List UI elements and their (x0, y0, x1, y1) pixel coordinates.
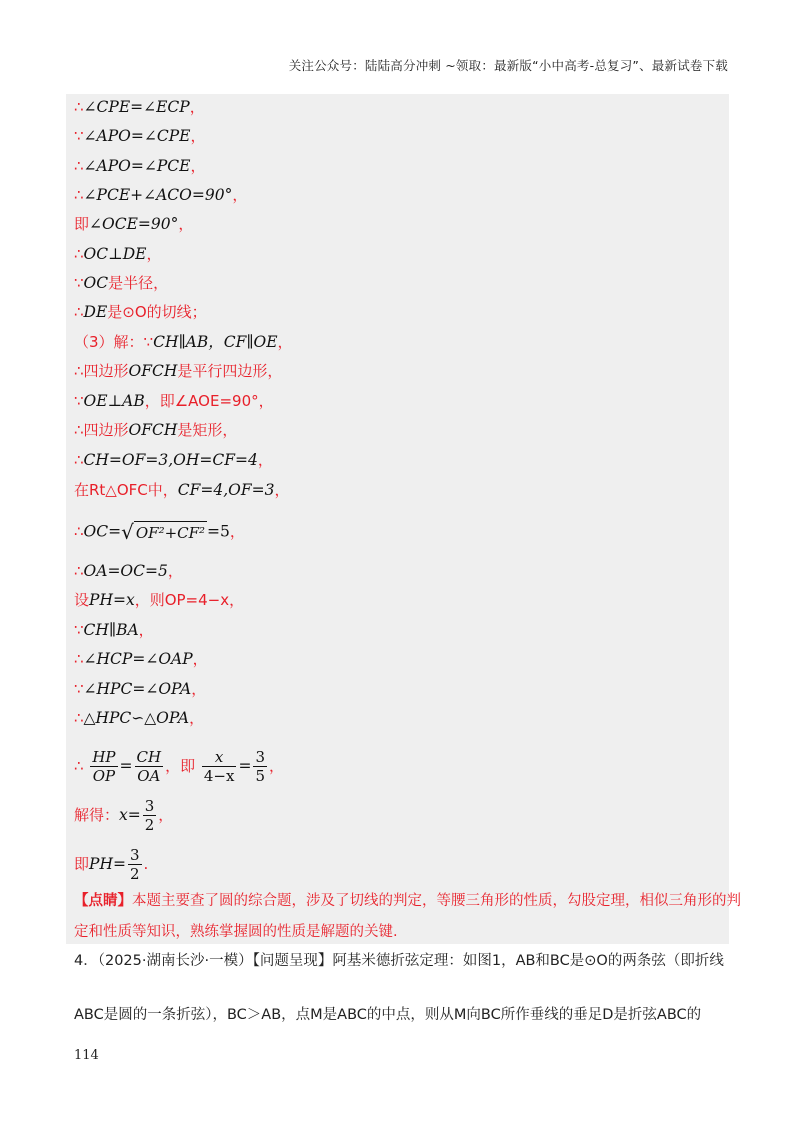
line-prefix: ∴ (74, 757, 84, 775)
fraction-3-2 (128, 846, 142, 883)
line-suffix: ， (190, 157, 206, 175)
math-expression: CH∥AB，CF∥OE (153, 333, 278, 351)
numerator: 3 (144, 797, 155, 815)
final-lhs: PH= (89, 855, 126, 873)
line-suffix: ，即∠AOE=90°， (144, 392, 274, 410)
ratio-line: ∴ $\frac{HP}{OP}$ = $\frac{CH}{OA}$ ，即 $\frac{x}{4-x}$ = $\frac{3}{5}$ ， (74, 748, 285, 785)
math-expression: ∠CPE=∠ECP (83, 98, 190, 116)
line-suffix: ， (178, 215, 194, 233)
solution-line (74, 590, 244, 610)
denominator: 5 (255, 767, 265, 785)
math-expression: OC⊥DE (83, 245, 147, 263)
line-prefix: ∴ (74, 522, 84, 541)
problem-line-1: 4．（2025·湖南长沙·一模）【问题呈现】阿基米德折弦定理：如图1，AB和BC是⊙O的两条弦（即折线 (74, 953, 724, 969)
solution-line (74, 244, 161, 264)
line-suffix: ，则OP=4−x， (134, 591, 245, 609)
solution-line (74, 561, 183, 581)
solution-line (74, 332, 293, 352)
solution-line (74, 273, 168, 293)
line-prefix: ∴ (74, 451, 84, 469)
fraction-x (202, 748, 237, 785)
line-suffix: ， (229, 522, 245, 541)
fraction-3-2 (143, 797, 157, 834)
final-line (74, 846, 148, 883)
line-suffix: . (143, 855, 149, 873)
math-expression: ∠HCP=∠OAP (83, 650, 193, 668)
line-prefix: ∴ (74, 98, 84, 116)
page-header: 关注公众号：陆陆高分冲刺 ~领取：最新版“小中高考-总复习”、最新试卷下载 (288, 58, 728, 73)
solution-line (74, 302, 207, 322)
line-prefix: ∴四边形 (74, 421, 129, 439)
line-suffix: ， (232, 186, 248, 204)
math-expression: ∠PCE+∠ACO=90° (83, 186, 233, 204)
math-expression: CH∥BA (83, 621, 139, 639)
numerator: 3 (129, 846, 140, 864)
math-expression: ∠APO=∠PCE (83, 157, 191, 175)
line-prefix: ∴ (74, 650, 84, 668)
denominator: OP (92, 767, 116, 785)
line-suffix: 是平行四边形， (177, 362, 283, 380)
line-suffix: ， (190, 127, 206, 145)
line-suffix: 是半径， (108, 274, 169, 292)
page-number: 114 (74, 1048, 99, 1063)
line-prefix: ∵ (74, 127, 84, 145)
line-suffix: ， (189, 709, 205, 727)
math-expression: ∠APO=∠CPE (83, 127, 191, 145)
math-expression: △HPC∽△OPA (83, 709, 190, 727)
line-prefix: 设 (74, 591, 90, 609)
comment-line-1 (74, 891, 741, 911)
line-prefix: ∴ (74, 303, 84, 321)
line-suffix: 是矩形， (177, 421, 238, 439)
math-expression: DE (83, 303, 108, 321)
line-suffix: ， (146, 245, 162, 263)
line-suffix: ， (138, 621, 154, 639)
line-prefix: ∴四边形 (74, 362, 129, 380)
sqrt-radicand: OF²+CF² (134, 521, 207, 543)
solution-line (74, 185, 247, 205)
solution-line (74, 420, 237, 440)
solution-line (74, 156, 205, 176)
line-suffix: ， (191, 680, 207, 698)
oc-pythagoras-line (74, 521, 245, 543)
line-prefix: ∵ (74, 621, 84, 639)
solution-line (74, 708, 204, 728)
solve-line (74, 797, 173, 834)
line-suffix: ， (274, 481, 290, 499)
line-prefix: ∴ (74, 186, 84, 204)
line-prefix: 解得： (74, 806, 120, 824)
numerator: x (202, 748, 237, 767)
line-prefix: 即 (74, 215, 90, 233)
solution-line (74, 620, 154, 640)
comment-text-1: 本题主要查了圆的综合题，涉及了切线的判定，等腰三角形的性质，勾股定理，相似三角形的判 (132, 893, 741, 909)
solution-line (74, 480, 289, 500)
solve-lhs: x= (119, 806, 141, 824)
denominator: 4−x (203, 767, 235, 785)
fraction-ch-oa (135, 748, 164, 785)
ratio-connector: ，即 (165, 757, 196, 775)
line-suffix: ， (192, 650, 208, 668)
fraction-3-5 (253, 748, 267, 785)
oc-lhs: OC= (83, 522, 122, 541)
line-prefix: ∵ (74, 274, 84, 292)
line-prefix: ∵ (74, 680, 84, 698)
line-prefix: ∴ (74, 709, 84, 727)
line-prefix: 在Rt△OFC中， (74, 481, 178, 499)
numerator: CH (136, 748, 162, 766)
denominator: OA (137, 767, 161, 785)
line-prefix: （3）解：∵ (74, 333, 154, 351)
line-suffix: ， (269, 757, 285, 775)
line-prefix: ∴ (74, 562, 84, 580)
line-prefix: ∴ (74, 157, 84, 175)
math-expression: PH=x (89, 591, 135, 609)
math-expression: CH=OF=3,OH=CF=4 (83, 451, 258, 469)
comment-tag: 【点睛】 (74, 893, 132, 909)
solution-line (74, 126, 205, 146)
math-expression: ∠OCE=90° (89, 215, 179, 233)
line-suffix: ， (158, 806, 174, 824)
line-suffix: ， (277, 333, 293, 351)
math-expression: OE⊥AB (83, 392, 145, 410)
problem-line-2: ABC是圆的一条折弦），BC＞AB，点M是ABC的中点，则从M向BC所作垂线的垂足D是折弦ABC的 (74, 1007, 702, 1023)
fraction-hp-op (90, 748, 117, 785)
solution-line (74, 361, 282, 381)
math-expression: ∠HPC=∠OPA (83, 680, 192, 698)
denominator: 2 (144, 816, 155, 834)
solution-line (74, 214, 193, 234)
solution-line (74, 97, 205, 117)
solution-line (74, 391, 274, 411)
line-prefix: ∴ (74, 245, 84, 263)
math-expression: CF=4,OF=3 (177, 481, 275, 499)
line-suffix: 是⊙O的切线； (107, 303, 207, 321)
sqrt-expression: √ OF²+CF² (121, 520, 206, 544)
oc-rhs: =5 (207, 522, 230, 541)
comment-line-2: 定和性质等知识，熟练掌握圆的性质是解题的关键. (74, 924, 398, 940)
solution-line (74, 679, 206, 699)
line-prefix: 即 (74, 855, 90, 873)
denominator: 2 (129, 865, 140, 883)
line-suffix: ， (167, 562, 183, 580)
solution-line (74, 450, 273, 470)
line-suffix: ， (189, 98, 205, 116)
math-expression: OFCH (128, 362, 178, 380)
math-expression: OA=OC=5 (83, 562, 168, 580)
math-expression: OFCH (128, 421, 178, 439)
line-suffix: ， (257, 451, 273, 469)
line-prefix: ∵ (74, 392, 84, 410)
numerator: 3 (255, 748, 265, 766)
solution-line (74, 649, 208, 669)
numerator: HP (92, 748, 116, 766)
math-expression: OC (83, 274, 109, 292)
